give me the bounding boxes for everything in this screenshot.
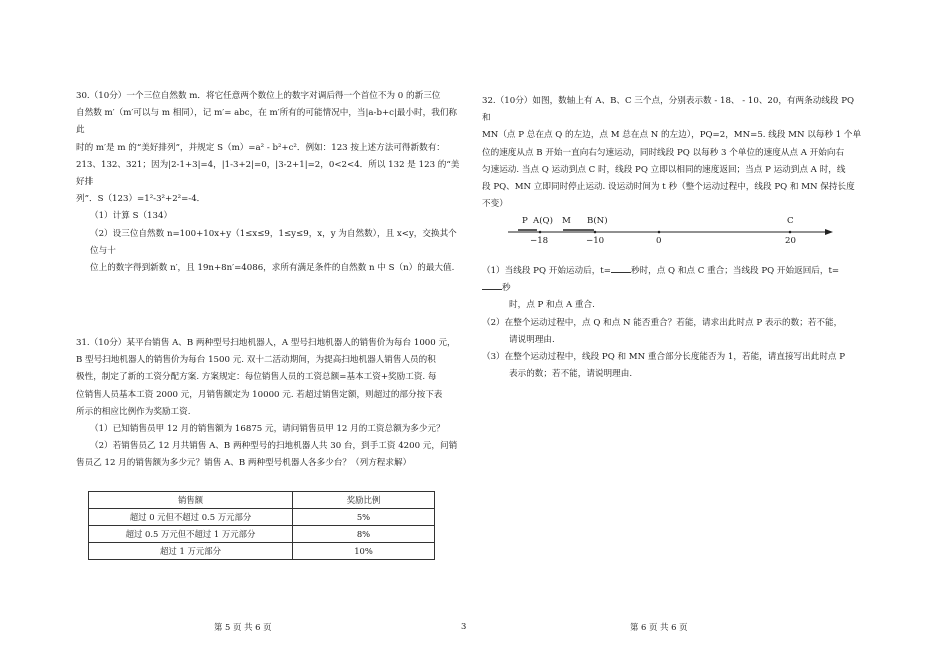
page-footer-right: 第 6 页 共 6 页 [630,622,688,632]
answer-blank [482,281,502,290]
q32-sub2-line: 请说明理由. [509,334,555,345]
table-cell: 8% [293,526,435,543]
arrow-icon [825,229,833,235]
label-a-q: A(Q) [533,216,553,226]
tick-label: −18 [530,236,549,246]
q32-line: 匀速运动. 当点 Q 运动到点 C 时，线段 PQ 立即以相同的速度返回；当点 P 运动到点 A 时，线 [482,164,846,175]
table-header-cell: 奖励比例 [293,492,435,509]
q32-sub3-line: （3）在整个运动过程中，线段 PQ 和 MN 重合部分长度能否为 1，若能，请直接写出此时点 P [482,351,846,362]
q30-sub2-line: （2）设三位自然数 n=100+10x+y（1≤x≤9，1≤y≤9，x，y 为自然数），且 x<y，交换其个位与十 [90,228,457,256]
q32-sub3-line: 表示的数；若不能，请说明理由. [509,369,633,380]
table-row [89,509,435,526]
q31-line: B 型号扫地机器人的销售价为每台 1500 元. 双十二活动期间，为提高扫地机器人销售人员的积 [76,355,436,366]
reward-table [88,491,435,560]
left-page [0,0,470,670]
q31-sub2-line: （2）若销售员乙 12 月共销售 A、B 两种型号的扫地机器人共 30 台，到手工资 4200 元，问销 [90,441,458,452]
q32-subquestions [482,263,852,383]
question-31 [76,335,461,473]
q31-sub1: （1）已知销售员甲 12 月的销售额为 16875 元，请问销售员甲 12 月的工资总额为多少元？ [90,423,445,434]
label-c: C [787,216,794,226]
table-cell: 超过 0.5 万元但不超过 1 万元部分 [89,526,293,543]
point-c [789,231,792,234]
point-b [594,231,597,234]
question-30 [76,88,461,277]
table-header-row [89,492,435,509]
point-a [539,231,542,234]
page-footer-left: 第 5 页 共 6 页 [214,622,272,632]
table-row [89,526,435,543]
q30-line: 30.（10分）一个三位自然数 m．将它任意两个数位上的数字对调后得一个首位不为 0 的新三位 [76,91,441,101]
q32-sub1-line: 时，点 P 和点 A 重合. [509,300,595,311]
label-m: M [562,216,571,226]
tick-label: −10 [586,236,605,246]
table-row [89,543,435,560]
q32-sub1-text: 秒时，点 Q 和点 C 重合；当线段 PQ 开始返回后，t= [630,266,840,276]
q31-line: 位销售人员基本工资 2000 元，月销售额定为 10000 元. 若超过销售定额，则超过的部分按下表 [76,389,443,400]
q32-sub2-line: （2）在整个运动过程中，点 Q 和点 N 能否重合？若能，请求出此时点 P 表示的数；若不能， [482,317,843,328]
q30-line: 时的 m′是 m 的“美好排列”，并规定 S（m）=a² - b²+c²．例如：123 按上述方法可得新数有： [76,142,445,153]
table-cell: 超过 0 元但不超过 0.5 万元部分 [89,509,293,526]
number-line [508,214,833,254]
q30-line: 自然数 m′（m′可以与 m 相同），记 m′= abc，在 m′所有的可能情况中，当|a-b+c|最小时，我们称此 [76,108,458,136]
answer-blank [611,264,631,273]
number-line-figure [508,214,833,254]
tick-label: 0 [656,236,662,246]
q32-sub1-text: 秒 [502,283,511,294]
q31-line: 31.（10分）某平台销售 A、B 两种型号扫地机器人，A 型号扫地机器人的销售价为每台 1000 元， [76,338,456,348]
q30-sub2-line: 位上的数字得到新数 n′，且 19n+8n′=4086，求所有满足条件的自然数 n 中 S（n）的最大值. [90,262,455,273]
point-origin [658,231,661,234]
table-header-cell: 销售额 [89,492,293,509]
right-page [470,0,950,670]
q31-line: 极性，制定了新的工资分配方案. 方案规定：每位销售人员的工资总额=基本工资+奖励工资. 每 [76,372,437,383]
q30-sub1: （1）计算 S（134） [90,211,173,222]
q31-sub2-line: 售员乙 12 月的销售额为多少元？销售 A、B 两种型号机器人各多少台？（列方程求解） [76,458,412,469]
q32-line: 位的速度从点 B 开始一直向右匀速运动，同时线段 PQ 以每秒 3 个单位的速度从点 A 开始向右 [482,147,845,158]
q32-sub1-line [482,263,852,297]
q31-line: 所示的相应比例作为奖励工资. [76,406,191,417]
table-cell: 10% [293,543,435,560]
q30-line: 213、132、321；因为|2-1+3|=4，|1-3+2|=0，|3-2+1|=2，0<2<4．所以 132 是 123 的“美好排 [76,159,460,187]
q32-line: 不变） [482,199,508,210]
q32-line: MN（点 P 总在点 Q 的左边，点 M 总在点 N 的左边），PQ=2，MN=5. 线段 MN 以每秒 1 个单 [482,130,862,141]
tick-label: 20 [785,236,796,246]
q32-line: 32.（10分）如图，数轴上有 A、B、C 三个点，分别表示数 - 18、 - 10、20，有两条动线段 PQ 和 [482,96,855,124]
q32-line: 段 PQ、MN 立即同时停止运动. 设运动时间为 t 秒（整个运动过程中，线段 PQ 和 MN 保持长度 [482,181,855,192]
label-b-n: B(N) [587,216,608,226]
q30-line: 列”．S（123）=1²-3²+2²=-4． [76,194,206,205]
question-32 [482,93,862,213]
table-cell: 超过 1 万元部分 [89,543,293,560]
table-cell: 5% [293,509,435,526]
q32-sub1-text: （1）当线段 PQ 开始运动后，t= [482,266,611,276]
label-p: P [522,216,528,226]
page-number-center: 3 [461,621,467,631]
